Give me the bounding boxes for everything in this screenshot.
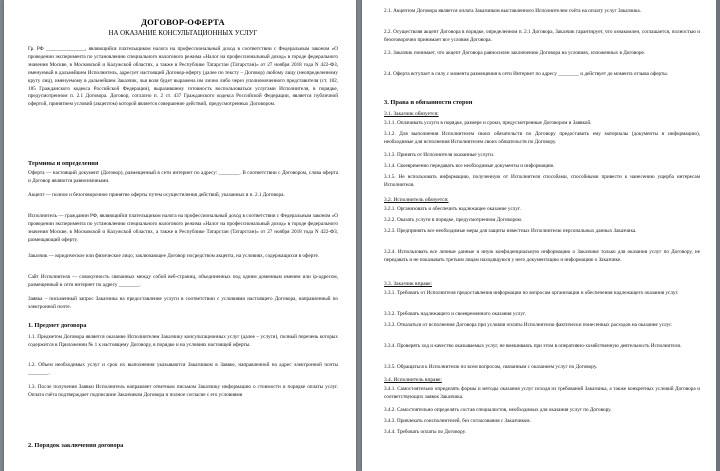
clause-2-3: 2.3. Заказчик понимает, что акцепт Договора равносилен заключению Договора на условиях, изложенных в Договоре. xyxy=(384,50,646,56)
clause-2-1: 2.1. Акцептом Договора является оплата Заказчиком выставленного Исполнителем счёта на оплату услуг Заказчика. xyxy=(384,8,641,14)
terms-heading: Термины и определения xyxy=(28,160,99,167)
subsection-3-3-heading: 3.3. Заказчик вправе: xyxy=(384,281,432,287)
clause-3-4-4: 3.4.4. Требовать оплаты по Договору. xyxy=(384,429,467,435)
clause-3-2-2: 3.2.2. Оказать услуги в порядке, предусмотренном Договором. xyxy=(384,217,523,223)
clause-3-3-1: 3.3.1. Требовать от Исполнителя предоставления информации по вопросам организации и обеспечения надлежащего оказания услуг. xyxy=(384,290,679,296)
term-site: Сайт Исполнителя — совокупность связанных между собой веб-страниц, объединенных под одним доменным именем или ip-адресом, размещенный в сети интернет по адресу ________. xyxy=(28,274,338,288)
document-page-2 xyxy=(362,0,716,471)
clause-3-1-1: 3.1.1. Оплачивать услуги в порядке, размере и сроки, предусмотренные Договором и Заявкой. xyxy=(384,120,592,126)
term-executor: Исполнитель — гражданин РФ, являющийся плательщиком налога на профессиональный доход в соответствии с Федеральным законом «О проведении эксперимента по установлению специального налогового режима «Налог на профессиональный доход» в городе федерального значения Москве, в Московской и Калужской областях, а также в Республике Татарстан (Татарстан)» от 27 ноября 2018 года N 422-ФЗ, размещающий оферту. xyxy=(28,213,338,243)
document-subtitle: НА ОКАЗАНИЕ КОНСУЛЬТАЦИОННЫХ УСЛУГ xyxy=(108,30,258,37)
clause-1-2: 1.2. Объем необходимых услуг и срок их выполнения указываются Заказчиком в Заявке, направленной на адрес электронной почты ________. xyxy=(28,362,338,376)
term-offer: Оферта — настоящий документ (Договор), размещенный в сети интернет по адресу: ________. В соответствии с Договором, слова оферта и Договор являются равнозначными. xyxy=(28,170,338,184)
clause-2-4: 2.4. Оферта вступает в силу с момента размещения в сети Интернет по адресу ________ и действует до момента отзыва оферты. xyxy=(384,71,669,77)
clause-3-3-4: 3.3.4. Проверять ход и качество оказываемых услуг, не вмешиваясь при этом в оперативно-хозяйственную деятельность Исполнителя. xyxy=(384,343,682,349)
clause-3-3-2: 3.3.2. Требовать надлежащего и своевременного оказания услуг. xyxy=(384,311,526,317)
clause-3-1-4: 3.1.4. Своевременно передавать все необходимые документы и информацию. xyxy=(384,163,555,169)
intro-paragraph: Гр. РФ _______________, являющийся плательщиком налога на профессиональный доход в соответствии с Федеральным законом «О проведении эксперимента по установлению специального налогового режима «Налог на профессиональный доход» в городе федерального значения Москве, в Московской и Калужской областях, а также в Республике Татарстан (Татарстан)» от 27 ноября 2018 года N 422-ФЗ, именуемый в дальнейшем Исполнитель, адресует настоящий Договор-оферту (далее по тексту – Договор) любому лицу (неопределенному кругу лиц), именуемому в дальнейшем Заказчик, чья воля будет выражена им лично либо через уполномоченного представителя (ст. 182, 185 Гражданского кодекса Российской Федерации), выразившему готовность воспользоваться услугами Исполнителя, в порядке, предусмотренном п. 2.1 Договора. Договор, согласно п. 2 ст. 437 Гражданского кодекса Российской Федерации, является публичной офертой, принятием условий (акцептом) которой является совершение действий, предусмотренных Договором. xyxy=(28,46,338,108)
term-accept: Акцепт — полное и безоговорочное принятие оферты путем осуществления действий, указанных в п. 2.1 Договора. xyxy=(28,192,285,198)
document-title: ДОГОВОР-ОФЕРТА xyxy=(141,17,225,27)
subsection-3-4-heading: 3.4. Исполнитель вправе: xyxy=(384,377,442,383)
clause-3-4-1: 3.4.1. Самостоятельно определять формы и методы оказания услуг исходя из требований Заказчика, а также конкретных условий Договора и соответствующих заявок Заказчика. xyxy=(384,386,700,400)
clause-3-4-3: 3.4.3. Привлекать соисполнителей, без согласования с Заказчиком. xyxy=(384,418,531,424)
clause-3-2-3: 3.2.3. Предпринять все необходимые меры для защиты известных Исполнителю персональных данных Заказчика. xyxy=(384,228,637,234)
subsection-3-1-heading: 3.1. Заказчик обязуется: xyxy=(384,111,439,117)
window-edge xyxy=(716,0,720,471)
clause-3-2-4: 3.2.4. Использовать все личные данные и иную конфиденциальную информацию о Заказчике только для оказания услуг по Договору, не передавать и не показывать третьим лицам находящуюся у него документацию и информацию о Заказчике. xyxy=(384,249,700,263)
clause-2-2: 2.2. Осуществляя акцепт Договора в порядке, определенном п. 2.1 Договора, Заказчик гарантирует, что ознакомлен, соглашается, полностью и безоговорочно принимает все условия Договора. xyxy=(384,29,700,43)
clause-3-1-2: 3.1.2. Для выполнения Исполнителем своих обязательств по Договору предоставить ему материалы (документы и информацию), необходимые для исполнения Исполнителем своих обязательств по Договору. xyxy=(384,131,700,145)
clause-1-3: 1.3. После получения Заявки Исполнитель направляет ответным письмом Заказчику информацию о стоимости и порядке оплаты услуг. Оплата счёта подтверждает подписание Заказчиком Договора и полное согласие с его условиями xyxy=(28,384,338,398)
section-3-heading: 3. Права и обязанности сторон xyxy=(384,99,473,106)
section-1-heading: 1. Предмет договора xyxy=(28,322,87,329)
clause-3-1-3: 3.1.3. Принять от Исполнителя оказанные услуги. xyxy=(384,152,495,158)
clause-3-3-3: 3.3.3. Отказаться от исполнения Договора при условии оплаты Исполнителю фактически понесенных расходов на оказание услуг. xyxy=(384,322,673,328)
clause-3-3-5: 3.3.5. Обращаться к Исполнителю по всем вопросам, связанным с оказанием услуг по Договору. xyxy=(384,364,598,370)
term-customer: Заказчик — юридическое или физическое лицо, заключающее Договор посредством акцепта, на условиях, содержащихся в оферте. xyxy=(28,253,320,259)
clause-1-1: 1.1. Предметом Договора является оказание Исполнителем Заказчику консультационных услуг (далее – услуги), полный перечень которых содержится в Приложении № 1 к настоящему Договору, в порядке и на условиях настоящей оферты. xyxy=(28,334,338,348)
document-page-1 xyxy=(4,0,356,471)
clause-3-2-1: 3.2.1. Организовать и обеспечить надлежащее оказание услуг. xyxy=(384,206,521,212)
section-2-heading: 2. Порядок заключения договора xyxy=(28,442,124,449)
subsection-3-2-heading: 3.2. Исполнитель обязуется: xyxy=(384,197,449,203)
term-request: Заявка – письменный запрос Заказчика на предоставление услуги в соответствии с условиями настоящего Договора, направленный по электронной почте. xyxy=(28,296,338,310)
clause-3-4-2: 3.4.2. Самостоятельно определять состав специалистов, необходимых для оказания услуг по Договору. xyxy=(384,407,612,413)
clause-3-1-5: 3.1.5. Не использовать информацию, полученную от Исполнителя способами, способными привести к нанесению ущерба интересам Исполнителя. xyxy=(384,174,700,188)
